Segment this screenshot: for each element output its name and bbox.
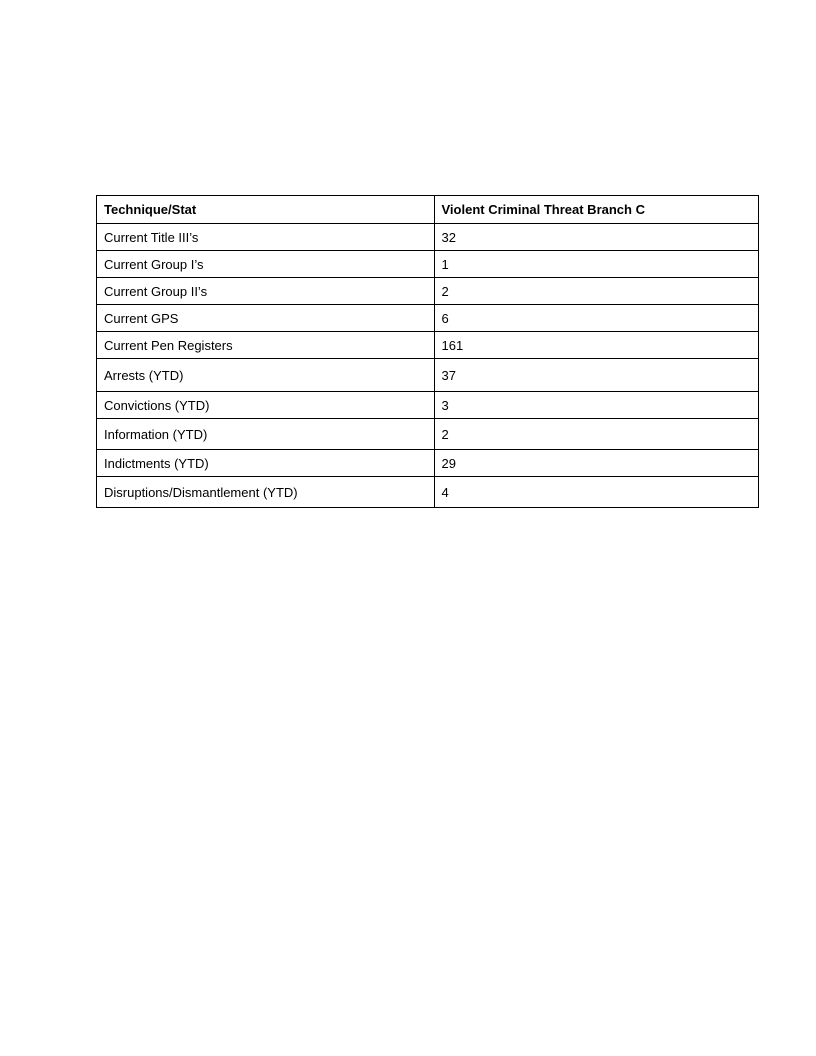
technique-cell: Current Group I’s: [97, 251, 435, 278]
table-header-row: [97, 196, 759, 224]
table-row: [97, 450, 759, 477]
technique-cell: Current GPS: [97, 305, 435, 332]
value-cell: 161: [434, 332, 759, 359]
table-row: [97, 359, 759, 392]
value-cell: 4: [434, 477, 759, 508]
table-row: [97, 278, 759, 305]
table-row: [97, 332, 759, 359]
table-row: [97, 251, 759, 278]
technique-cell: Current Group II’s: [97, 278, 435, 305]
value-cell: 2: [434, 419, 759, 450]
technique-cell: Convictions (YTD): [97, 392, 435, 419]
table-row: [97, 419, 759, 450]
value-cell: 2: [434, 278, 759, 305]
table-row: [97, 392, 759, 419]
value-cell: 37: [434, 359, 759, 392]
header-technique-stat: Technique/Stat: [97, 196, 435, 224]
value-cell: 3: [434, 392, 759, 419]
value-cell: 32: [434, 224, 759, 251]
table-row: [97, 477, 759, 508]
technique-cell: Indictments (YTD): [97, 450, 435, 477]
value-cell: 6: [434, 305, 759, 332]
technique-cell: Current Pen Registers: [97, 332, 435, 359]
technique-cell: Current Title III’s: [97, 224, 435, 251]
value-cell: 1: [434, 251, 759, 278]
table-row: [97, 305, 759, 332]
table-row: [97, 224, 759, 251]
technique-cell: Disruptions/Dismantlement (YTD): [97, 477, 435, 508]
header-branch: Violent Criminal Threat Branch C: [434, 196, 759, 224]
technique-cell: Arrests (YTD): [97, 359, 435, 392]
statistics-table: [96, 195, 759, 508]
value-cell: 29: [434, 450, 759, 477]
technique-cell: Information (YTD): [97, 419, 435, 450]
